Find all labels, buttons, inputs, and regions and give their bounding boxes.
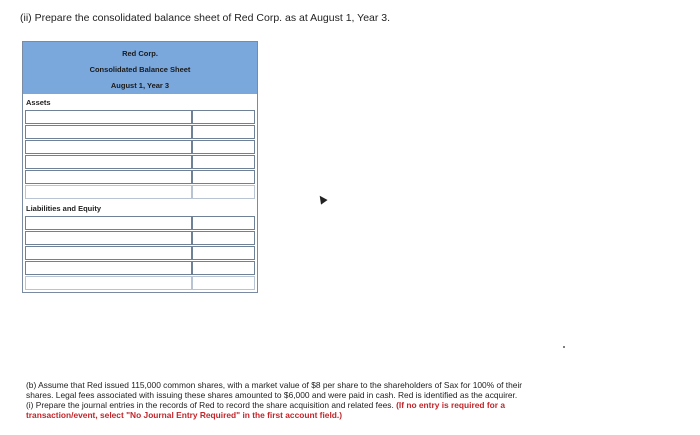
- part-b-line-1: (b) Assume that Red issued 115,000 common shares, with a market value of $8 per share to the shareholders of Sax for 100% of their: [26, 380, 523, 390]
- part-b-line-3: [26, 400, 676, 410]
- assets-row: [25, 125, 255, 139]
- assets-total-row: [25, 185, 255, 199]
- amount-input[interactable]: [192, 246, 255, 260]
- part-b-instruction: (i) Prepare the journal entries in the records of Red to record the share acquisition and related fees.: [26, 400, 394, 410]
- account-input[interactable]: [25, 170, 192, 184]
- account-input[interactable]: [25, 246, 192, 260]
- account-input[interactable]: [25, 261, 192, 275]
- part-b-note-start: (If no entry is required for a: [396, 400, 506, 410]
- liabilities-row: [25, 246, 255, 260]
- amount-input[interactable]: [192, 110, 255, 124]
- liabilities-total-row: [25, 276, 255, 290]
- mouse-cursor-icon: [316, 193, 327, 204]
- amount-input[interactable]: [192, 125, 255, 139]
- statement-date: August 1, Year 3: [110, 81, 170, 90]
- amount-input[interactable]: [192, 231, 255, 245]
- total-label-cell: [25, 276, 192, 290]
- account-input[interactable]: [25, 216, 192, 230]
- total-amount-input[interactable]: [192, 185, 255, 199]
- total-label-cell: [25, 185, 192, 199]
- liabilities-row: [25, 261, 255, 275]
- account-input[interactable]: [25, 125, 192, 139]
- question-instruction: (ii) Prepare the consolidated balance sheet of Red Corp. as at August 1, Year 3.: [20, 12, 391, 24]
- amount-input[interactable]: [192, 261, 255, 275]
- amount-input[interactable]: [192, 216, 255, 230]
- account-input[interactable]: [25, 155, 192, 169]
- assets-row: [25, 155, 255, 169]
- assets-row: [25, 170, 255, 184]
- balance-sheet-header: [23, 42, 257, 94]
- amount-input[interactable]: [192, 170, 255, 184]
- part-b-question: [26, 380, 676, 420]
- statement-title: Consolidated Balance Sheet: [89, 65, 191, 74]
- liabilities-row: [25, 231, 255, 245]
- assets-row: [25, 110, 255, 124]
- assets-label: Assets: [26, 98, 51, 107]
- company-name: Red Corp.: [122, 49, 158, 58]
- part-b-line-2: shares. Legal fees associated with issuing these shares amounted to $6,000 and were paid in cash. Red is identified as the acquirer.: [26, 390, 518, 400]
- account-input[interactable]: [25, 110, 192, 124]
- amount-input[interactable]: [192, 140, 255, 154]
- account-input[interactable]: [25, 231, 192, 245]
- assets-row: [25, 140, 255, 154]
- liabilities-row: [25, 216, 255, 230]
- account-input[interactable]: [25, 140, 192, 154]
- balance-sheet-table: [22, 41, 258, 293]
- part-b-note-end: transaction/event, select "No Journal Entry Required" in the first account field.): [26, 410, 343, 420]
- liabilities-equity-label: Liabilities and Equity: [26, 204, 102, 213]
- stray-dot: [563, 346, 565, 348]
- amount-input[interactable]: [192, 155, 255, 169]
- total-amount-input[interactable]: [192, 276, 255, 290]
